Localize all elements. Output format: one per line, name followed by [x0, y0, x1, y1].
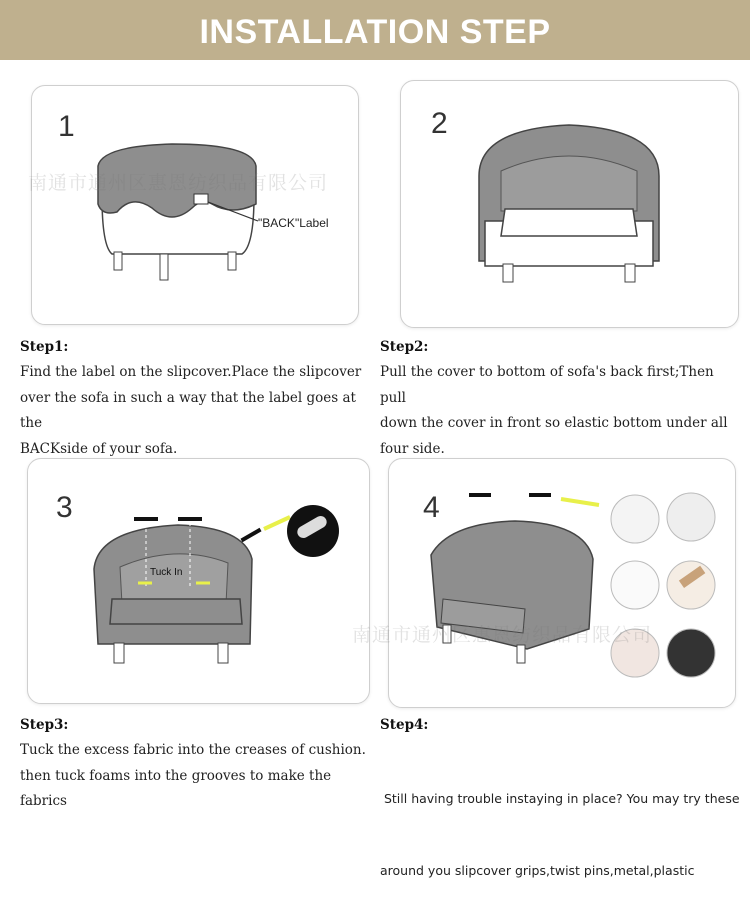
leg [218, 643, 228, 663]
step1-illustration-panel [31, 85, 359, 325]
step4-illustration-panel [388, 458, 736, 708]
leg [114, 252, 122, 270]
step1-line: over the sofa in such a way that the label goes at the [20, 389, 356, 431]
step4-line: around you slipcover grips,twist pins,metal,plastic [380, 863, 695, 878]
step4-heading: Step4: [380, 717, 429, 733]
callout-arrow [561, 499, 599, 505]
leg [625, 264, 635, 282]
step3-description [20, 738, 380, 815]
step2-illustration-panel [400, 80, 739, 328]
step4-line: Still having trouble instaying in place? You may try these [380, 791, 740, 806]
step4-illustration [389, 459, 735, 707]
callout-arrow [264, 517, 290, 529]
seat-cushion [501, 209, 637, 236]
step2-line: Pull the cover to bottom of sofa's back first;Then pull [380, 364, 714, 406]
step4-number: 4 [423, 491, 440, 524]
step4-description [380, 739, 745, 907]
step1-line: Find the label on the slipcover.Place the slipcover [20, 364, 362, 380]
leg [160, 254, 168, 280]
watermark-bottom: 南通市通州区惠恩纺织品有限公司 [352, 624, 653, 646]
step3-illustration-panel [27, 458, 370, 704]
back-label-tag [194, 194, 208, 204]
step2-line: down the cover in front so elastic bottom under all [380, 415, 728, 431]
step2-number: 2 [431, 107, 448, 140]
seat-cushion [110, 599, 242, 624]
step3-heading: Step3: [20, 717, 69, 733]
foam-bar [529, 493, 551, 497]
tuck-in-callout: Tuck In [150, 567, 183, 578]
step3-line: Tuck the excess fabric into the creases of cushion. [20, 742, 366, 758]
leg [503, 264, 513, 282]
step2-description [380, 360, 740, 462]
step2-line: four side. [380, 440, 445, 457]
inner-back [501, 156, 637, 211]
watermark-top: 南通市通州区惠恩纺织品有限公司 [28, 172, 329, 194]
foam-stick-image [667, 561, 715, 609]
twist-pins-image [667, 493, 715, 541]
step1-number: 1 [58, 110, 75, 143]
chair-inner-back [120, 554, 228, 604]
step1-line: BACKside of your sofa. [20, 440, 178, 457]
step1-heading: Step1: [20, 339, 69, 355]
header-banner [0, 0, 750, 60]
elastic-grips-image [667, 629, 715, 677]
step1-description [20, 360, 370, 462]
page-title: INSTALLATION STEP [199, 13, 551, 51]
step2-heading: Step2: [380, 339, 429, 355]
foam-bar [134, 517, 158, 521]
step3-line: then tuck foams into the grooves to make the fabrics [20, 767, 332, 809]
back-label-callout: "BACK"Label [258, 216, 329, 230]
metal-rod-image [611, 561, 659, 609]
foam-bar [240, 528, 261, 542]
leg [517, 645, 525, 663]
leg [228, 252, 236, 270]
leg [114, 643, 124, 663]
step1-illustration [32, 86, 358, 324]
step3-illustration [28, 459, 369, 703]
step2-illustration [401, 81, 738, 327]
plastic-rod-image [611, 495, 659, 543]
foam-bar [178, 517, 202, 521]
step3-number: 3 [56, 491, 73, 524]
foam-bar [469, 493, 491, 497]
